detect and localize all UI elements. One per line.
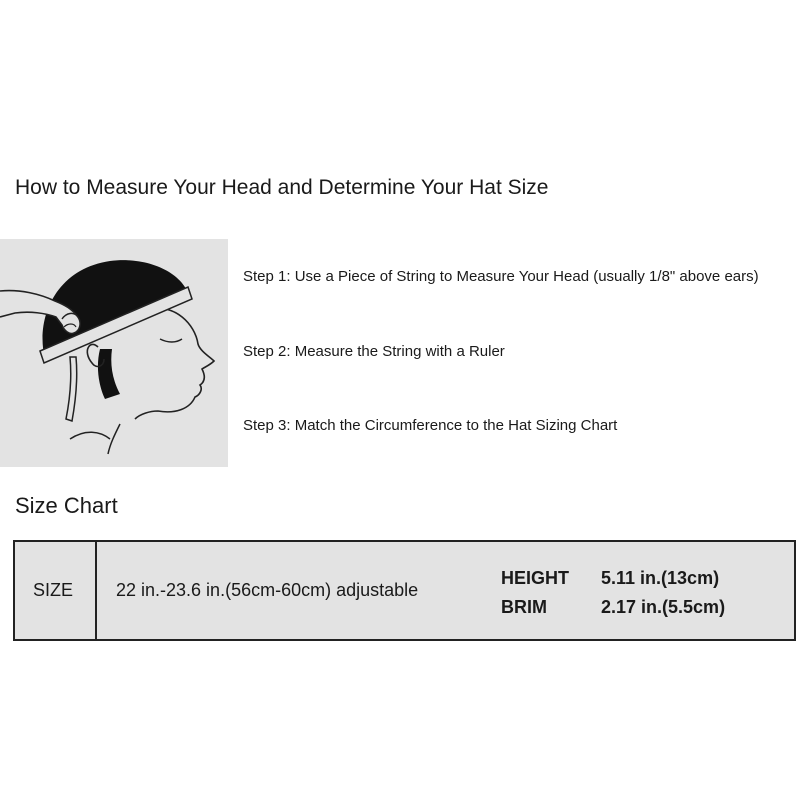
head-measuring-tape-illustration [0,239,228,467]
brim-value: 2.17 in.(5.5cm) [601,597,726,617]
brim-label: BRIM [501,597,547,617]
size-label: SIZE [33,580,74,600]
head-measuring-illustration [0,239,228,467]
table-divider [95,542,97,639]
step-3-text: Step 3: Match the Circumference to the Hat Sizing Chart [243,417,618,434]
height-label: HEIGHT [501,568,570,588]
height-value: 5.11 in.(13cm) [601,568,720,588]
size-chart-heading: Size Chart [15,493,118,518]
page-title: How to Measure Your Head and Determine Your Hat Size [15,176,549,199]
size-chart-table [13,540,796,641]
step-1-text: Step 1: Use a Piece of String to Measure Your Head (usually 1/8" above ears) [243,268,759,285]
size-range: 22 in.-23.6 in.(56cm-60cm) adjustable [116,580,419,600]
step-2-text: Step 2: Measure the String with a Ruler [243,343,505,360]
